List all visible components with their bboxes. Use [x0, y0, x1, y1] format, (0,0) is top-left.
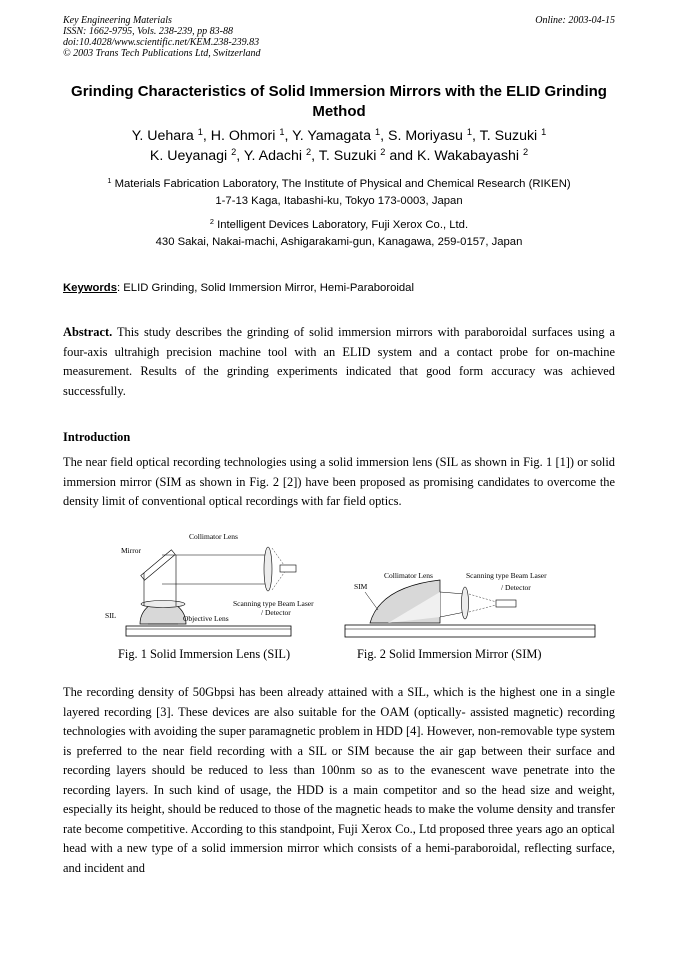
separator: ,	[202, 128, 211, 144]
abstract-label: Abstract.	[63, 325, 113, 339]
fig2-label-laser: Scanning type Beam Laser	[466, 571, 547, 580]
author-name: K. Wakabayashi	[417, 148, 519, 164]
author-name: T. Suzuki	[479, 128, 538, 144]
author-affiliation-mark: 1	[374, 126, 381, 137]
separator: ,	[284, 128, 293, 144]
fig1-label-detector: / Detector	[261, 608, 291, 617]
author-affiliation-mark: 1	[466, 126, 472, 137]
author-name: S. Moriyasu	[388, 128, 463, 144]
author-affiliation-mark: 2	[380, 146, 386, 157]
fig1-label-sil: SIL	[105, 611, 117, 620]
author-name: H. Ohmori	[210, 128, 276, 144]
fig1-label-collimator: Collimator Lens	[189, 532, 238, 541]
affiliation-2-address: 430 Sakai, Nakai-machi, Ashigarakami-gun, Kanagawa, 259-0157, Japan	[155, 236, 523, 248]
author-affiliation-mark: 1	[541, 126, 547, 137]
journal-metadata	[63, 15, 615, 59]
section-heading-introduction: Introduction	[63, 430, 131, 444]
intro-paragraph-1: The near field optical recording technologies using a solid immersion lens (SIL as shown in Fig. 1 [1]) or solid immersion mirror (SIM as shown in Fig. 2 [2]) have been proposed as promising candidates to overcome the density limit of conventional optical recordings with far field optics.	[63, 455, 615, 508]
abstract	[63, 323, 615, 401]
affiliation-mark: 1	[107, 175, 112, 185]
figure-1-sil-diagram	[100, 528, 314, 644]
online-date: Online: 2003-04-15	[535, 15, 615, 26]
journal-name: Key Engineering Materials	[63, 15, 172, 26]
issn-line: ISSN: 1662-9795, Vols. 238-239, pp 83-88	[63, 26, 233, 37]
author-affiliation-mark: 1	[279, 126, 285, 137]
author-affiliation-mark: 2	[306, 146, 312, 157]
fig1-label-objective: Objective Lens	[183, 614, 229, 623]
affiliation-name: Intelligent Devices Laboratory, Fuji Xerox Co., Ltd.	[217, 219, 469, 231]
doi-line: doi:10.4028/www.scientific.net/KEM.238-239.83	[63, 37, 260, 48]
author-name: Y. Uehara	[131, 128, 194, 144]
keywords-text: : ELID Grinding, Solid Immersion Mirror, Hemi-Paraboroidal	[117, 282, 414, 294]
paper-title: Grinding Characteristics of Solid Immersion Mirrors with the ELID Grinding Method	[71, 83, 607, 120]
affiliation-mark: 2	[209, 216, 214, 226]
affiliation-name: Materials Fabrication Laboratory, The Institute of Physical and Chemical Research (RIKEN)	[114, 178, 571, 190]
fig2-label-collimator: Collimator Lens	[384, 571, 433, 580]
author-affiliation-mark: 2	[231, 146, 237, 157]
copyright-line: © 2003 Trans Tech Publications Ltd, Switzerland	[63, 48, 261, 59]
author-name: K. Ueyanagi	[149, 148, 228, 164]
abstract-text: This study describes the grinding of solid immersion mirrors with paraboroidal surfaces using a four-axis ultrahigh precision machine tool with an ELID system and a contact probe for on-machine measurement. Results of the grinding experiments indicated that good form accuracy was achieved successfully.	[63, 325, 615, 398]
author-name: Y. Adachi	[243, 148, 303, 164]
affiliation-1	[63, 176, 615, 210]
figure-2-caption: Fig. 2 Solid Immersion Mirror (SIM)	[357, 647, 542, 661]
author-affiliation-mark: 2	[522, 146, 529, 157]
affiliation-2	[63, 217, 615, 251]
affiliation-2-line-1	[63, 217, 615, 234]
separator: ,	[311, 148, 319, 164]
author-line-2	[63, 146, 615, 166]
figure-1-caption: Fig. 1 Solid Immersion Lens (SIL)	[118, 647, 291, 661]
affiliation-1-address: 1-7-13 Kaga, Itabashi-ku, Tokyo 173-0003, Japan	[215, 195, 463, 207]
intro-paragraph-2: The recording density of 50Gbpsi has been already attained with a SIL, which is the highest one in a single layered recording [3]. These devices are also suitable for the OAM (optically- assisted magnetic) recording technologies with avoiding the super paramagnetic problem in HDD [4]. However, non-removable type system is preferred to the near field recording with a SIL or SIM because the air gap between their surface and recording layers should be reduced to less than 100nm so as to the evanescent wave penetrate into the recording layers. In such kind of usage, the HDD is a main competitor and so the head size and weight, especially its height, should be reduced to those of the magnetic heads to make the volume density and transfer rate become competitive. According to this standpoint, Fuji Xerox Co., Ltd proposed three years ago an optical head with a new type of a solid immersion mirror which consists of a hemi-paraboroidal, reflecting surface, and incident and	[63, 685, 615, 875]
author-list	[63, 126, 615, 166]
fig1-label-mirror: Mirror	[121, 546, 141, 555]
separator: ,	[380, 128, 388, 144]
author-name: T. Suzuki	[318, 148, 377, 164]
fig2-label-detector: / Detector	[501, 583, 531, 592]
separator: and	[385, 148, 417, 164]
fig2-label-sim: SIM	[354, 582, 368, 591]
author-line-1	[63, 126, 615, 146]
author-affiliation-mark: 1	[197, 126, 203, 137]
author-name: Y. Yamagata	[292, 128, 372, 144]
keywords-label: Keywords	[63, 282, 117, 294]
affiliation-1-line-1	[63, 176, 615, 193]
separator: ,	[472, 128, 480, 144]
separator: ,	[236, 148, 244, 164]
fig1-label-laser: Scanning type Beam Laser	[233, 599, 314, 608]
keywords	[63, 280, 615, 296]
figure-2-sim-diagram	[340, 562, 600, 644]
